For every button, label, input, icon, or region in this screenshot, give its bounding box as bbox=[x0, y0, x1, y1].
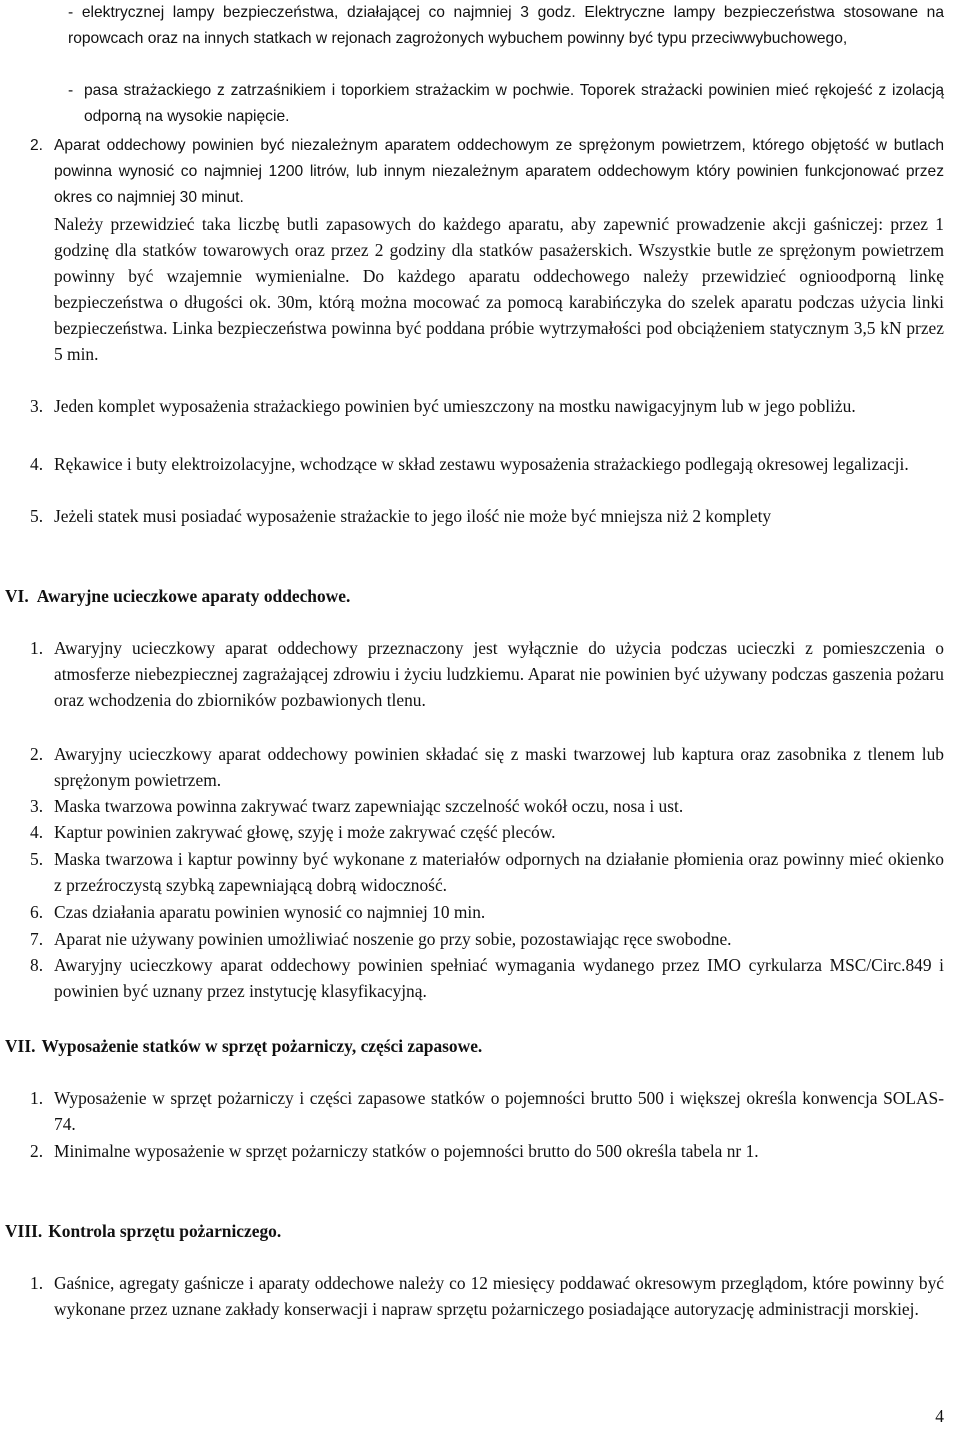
vi-item-7 bbox=[30, 926, 944, 952]
belt-item-text: pasa strażackiego z zatrzaśnikiem i toporkiem strażackim w pochwie. Toporek strażacki powinien mieć rękojeść z izolacją odporną na wysokie napięcie. bbox=[84, 82, 944, 125]
lamp-list-item: - elektrycznej lampy bezpieczeństwa, działającej co najmniej 3 godz. Elektryczne lampy bezpieczeństwa stosowane na ropowcach oraz na innych statkach w rejonach zagrożonych wybuchem powinny być typu przeciwwybuchowego, bbox=[68, 4, 944, 47]
section-viii-heading bbox=[5, 1218, 281, 1244]
vi-item-8 bbox=[30, 952, 944, 1004]
vi-item-5-text: Maska twarzowa i kaptur powinny być wykonane z materiałów odpornych na działanie płomienia oraz powinny mieć okienko z przeźroczystą szybką zapewniającą dobrą widoczność. bbox=[54, 849, 944, 895]
vi-item-2-text: Awaryjny ucieczkowy aparat oddechowy powinien składać się z maski twarzowej lub kaptura oraz zasobnika z tlenem lub sprężonym powietrzem. bbox=[54, 744, 944, 790]
vi-item-6-number: 6. bbox=[30, 902, 44, 922]
vi-item-1 bbox=[30, 635, 944, 739]
vii-item-2 bbox=[30, 1138, 944, 1190]
viii-item-1-text: Gaśnice, agregaty gaśnicze i aparaty oddechowe należy co 12 miesięcy poddawać okresowym przeglądom, które powinny być wykonane przez uznane zakłady konserwacji i napraw sprzętu pożarniczego posiadające autoryzację administracji morskiej. bbox=[54, 1273, 944, 1319]
vi-item-2 bbox=[30, 741, 944, 793]
vi-item-8-text: Awaryjny ucieczkowy aparat oddechowy powinien spełniać wymagania wydanego przez IMO cyrkularza MSC/Circ.849 i powinien być uznany przez instytucję klasyfikacyjną. bbox=[54, 955, 944, 1001]
v-item-3-number: 3. bbox=[30, 396, 44, 416]
vi-item-2-number: 2. bbox=[30, 744, 44, 764]
vi-item-3 bbox=[30, 793, 944, 819]
viii-item-1-number: 1. bbox=[30, 1273, 44, 1293]
v-item-2-text-head: Aparat oddechowy powinien być niezależnym aparatem oddechowym ze sprężonym powietrzem, którego objętość w butlach powinna wynosić co najmniej 1200 litrów, lub innym niezależnym aparatem oddechowym który powinien funkcjonować przez okres co najmniej 30 minut. bbox=[54, 137, 944, 206]
v-item-5-number: 5. bbox=[30, 506, 44, 526]
vi-item-3-text: Maska twarzowa powinna zakrywać twarz zapewniając szczelność wokół oczu, nosa i ust. bbox=[54, 796, 684, 816]
section-vii-title: Wyposażenie statków w sprzęt pożarniczy, części zapasowe. bbox=[41, 1036, 483, 1056]
v-item-4-text: Rękawice i buty elektroizolacyjne, wchodzące w skład zestawu wyposażenia strażackiego podlegają okresowej legalizacji. bbox=[54, 454, 909, 474]
section-vii-number: VII. bbox=[5, 1036, 36, 1056]
section-vii-heading bbox=[5, 1033, 482, 1059]
vi-item-5 bbox=[30, 846, 944, 898]
vi-item-6-text: Czas działania aparatu powinien wynosić co najmniej 10 min. bbox=[54, 902, 486, 922]
vi-item-4-text: Kaptur powinien zakrywać głowę, szyję i może zakrywać część pleców. bbox=[54, 822, 556, 842]
section-vi-number: VI. bbox=[5, 586, 29, 606]
v-item-3 bbox=[30, 393, 944, 445]
page-number: 4 bbox=[935, 1406, 944, 1426]
vi-item-7-text: Aparat nie używany powinien umożliwiać noszenie go przy sobie, pozostawiając ręce swobodne. bbox=[54, 929, 732, 949]
vii-item-1 bbox=[30, 1085, 944, 1137]
viii-item-1 bbox=[30, 1270, 944, 1348]
vii-item-2-number: 2. bbox=[30, 1141, 44, 1161]
vi-item-8-number: 8. bbox=[30, 955, 44, 975]
section-vi-title: Awaryjne ucieczkowe aparaty oddechowe. bbox=[36, 586, 351, 606]
vii-item-2-text: Minimalne wyposażenie w sprzęt pożarniczy statków o pojemności brutto do 500 określa tabela nr 1. bbox=[54, 1141, 759, 1161]
vi-item-5-number: 5. bbox=[30, 849, 44, 869]
v-item-2-number: 2. bbox=[30, 137, 44, 154]
section-viii-title: Kontrola sprzętu pożarniczego. bbox=[48, 1221, 282, 1241]
v-item-5-text: Jeżeli statek musi posiadać wyposażenie strażackie to jego ilość nie może być mniejsza niż 2 komplety bbox=[54, 506, 772, 526]
section-vi-heading bbox=[5, 583, 350, 609]
v-item-4 bbox=[30, 451, 944, 503]
belt-list-item bbox=[68, 78, 944, 130]
v-item-2-text: Należy przewidzieć taka liczbę butli zapasowych do każdego aparatu, aby zapewnić prowadzenie akcji gaśniczej: przez 1 godzinę dla statków towarowych oraz przez 2 godziny dla statków pasażerskich. Wszystkie butle ze sprężonym powietrzem powinny być wzajemnie wymienialne. Do każdego aparatu oddechowego należy przewidzieć ognioodporną linkę bezpieczeństwa o długości ok. 30m, którą można mocować za pomocą karabińczyka do szelek aparatu podczas użycia linki bezpieczeństwa. Linka bezpieczeństwa powinna być poddana próbie wytrzymałości pod obciążeniem statycznym 3,5 kN przez 5 min. bbox=[54, 214, 944, 364]
vi-item-6 bbox=[30, 899, 944, 925]
vi-item-7-number: 7. bbox=[30, 929, 44, 949]
v-item-4-number: 4. bbox=[30, 454, 44, 474]
list-dash: - bbox=[68, 82, 74, 99]
vii-item-1-number: 1. bbox=[30, 1088, 44, 1108]
vi-item-1-number: 1. bbox=[30, 638, 44, 658]
section-viii-number: VIII. bbox=[5, 1221, 43, 1241]
vi-item-4 bbox=[30, 819, 944, 845]
vi-item-1-text: Awaryjny ucieczkowy aparat oddechowy przeznaczony jest wyłącznie do użycia podczas ucieczki z pomieszczenia o atmosferze niebezpiecznej zagrażającej zdrowiu i życiu ludzkiemu. Aparat nie powinien być używany podczas gaszenia pożaru oraz wchodzenia do zbiorników pozbawionych tlenu. bbox=[54, 638, 944, 710]
vii-item-1-text: Wyposażenie w sprzęt pożarniczy i części zapasowe statków o pojemności brutto 500 i większej określa konwencja SOLAS-74. bbox=[54, 1088, 944, 1134]
vi-item-3-number: 3. bbox=[30, 796, 44, 816]
vi-item-4-number: 4. bbox=[30, 822, 44, 842]
v-item-3-text: Jeden komplet wyposażenia strażackiego powinien być umieszczony na mostku nawigacyjnym lub w jego pobliżu. bbox=[54, 396, 856, 416]
v-item-5 bbox=[30, 503, 944, 555]
